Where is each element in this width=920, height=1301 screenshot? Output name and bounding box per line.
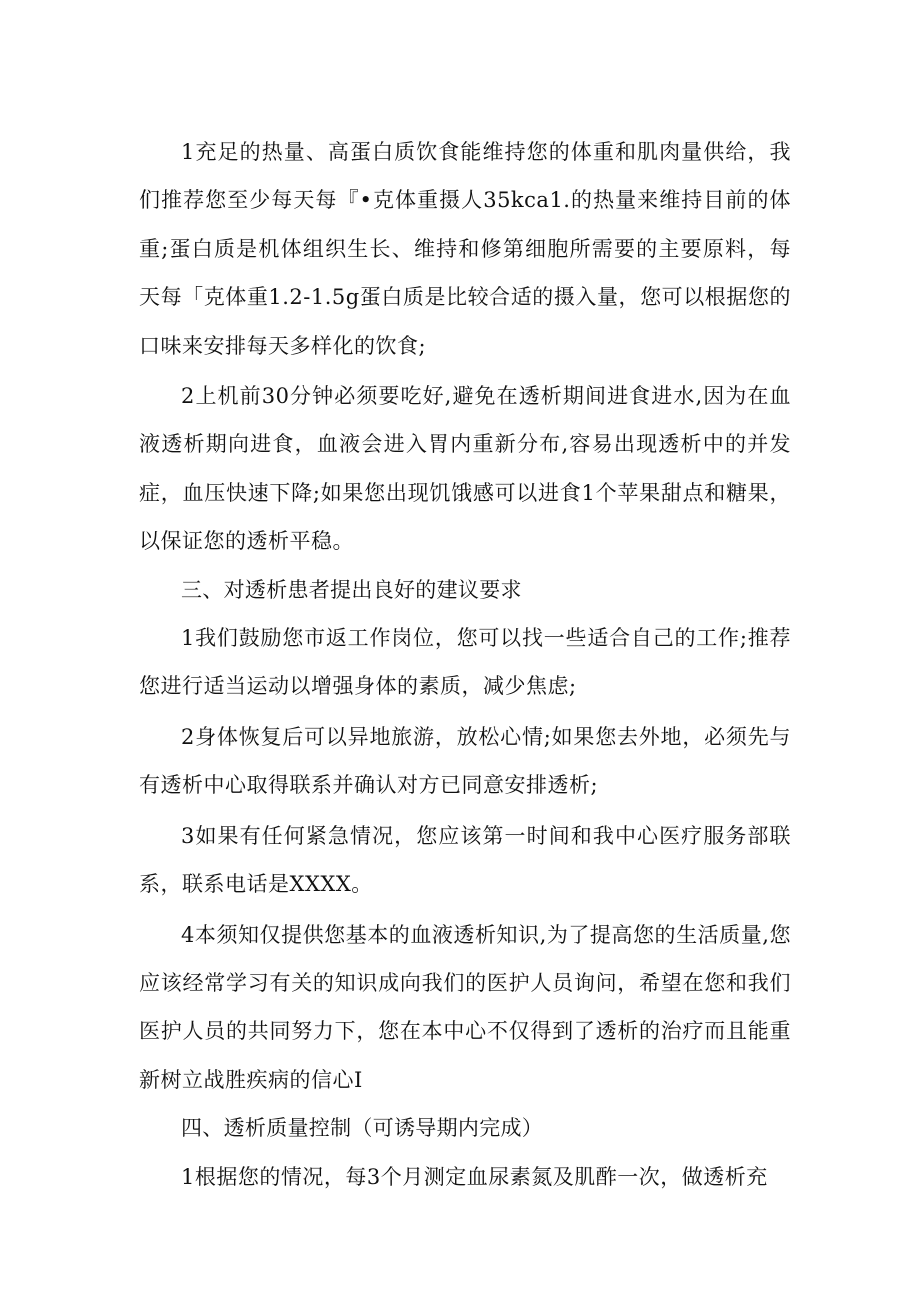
- paragraph-pre-dialysis-meal: 2上机前30分钟必须要吃好,避免在透析期间进食进水,因为在血液透析期向进食，血液会进入胃内重新分布,容易出现透析中的并发症，血压快速下降;如果您出现饥饿感可以进食1个苹果甜点和糖果，以保证您的透析平稳。: [139, 384, 791, 554]
- paragraph-work: 1我们鼓励您市返工作岗位，您可以找一些适合自己的工作;推荐您进行适当运动以增强身体的素质，减少焦虑;: [139, 626, 791, 699]
- section-heading-quality-control: 四、透析质量控制（可诱导期内完成）: [181, 1116, 544, 1141]
- paragraph-knowledge: 4本须知仅提供您基本的血液透析知识,为了提高您的生活质量,您应该经常学习有关的知识成向我们的医护人员询问，希望在您和我们医护人员的共同努力下，您在本中心不仅得到了透析的治疗而且能重新树立战胜疾病的信心I: [139, 922, 791, 1092]
- paragraph-nutrition: 1充足的热量、高蛋白质饮食能维持您的体重和肌肉量供给，我们推荐您至少每天每『•克体重摄人35kca1.的热量来维持目前的体重;蛋白质是机体组织生长、维持和修第细胞所需要的主要原料，每天每「克体重1.2-1.5g蛋白质是比较合适的摄入量，您可以根据您的口味来安排每天多样化的饮食;: [139, 140, 791, 358]
- paragraph-testing: 1根据您的情况，每3个月测定血尿素氮及肌酢一次，做透析充: [181, 1164, 768, 1189]
- section-heading-recommendations: 三、对透析患者提出良好的建议要求: [181, 577, 522, 602]
- paragraph-travel: 2身体恢复后可以异地旅游，放松心情;如果您去外地，必须先与有透析中心取得联系并确认对方已同意安排透析;: [139, 724, 791, 798]
- document-body: [139, 128, 791, 1201]
- paragraph-emergency: 3如果有任何紧急情况，您应该第一时间和我中心医疗服务部联系，联系电话是XXXX。: [139, 823, 791, 897]
